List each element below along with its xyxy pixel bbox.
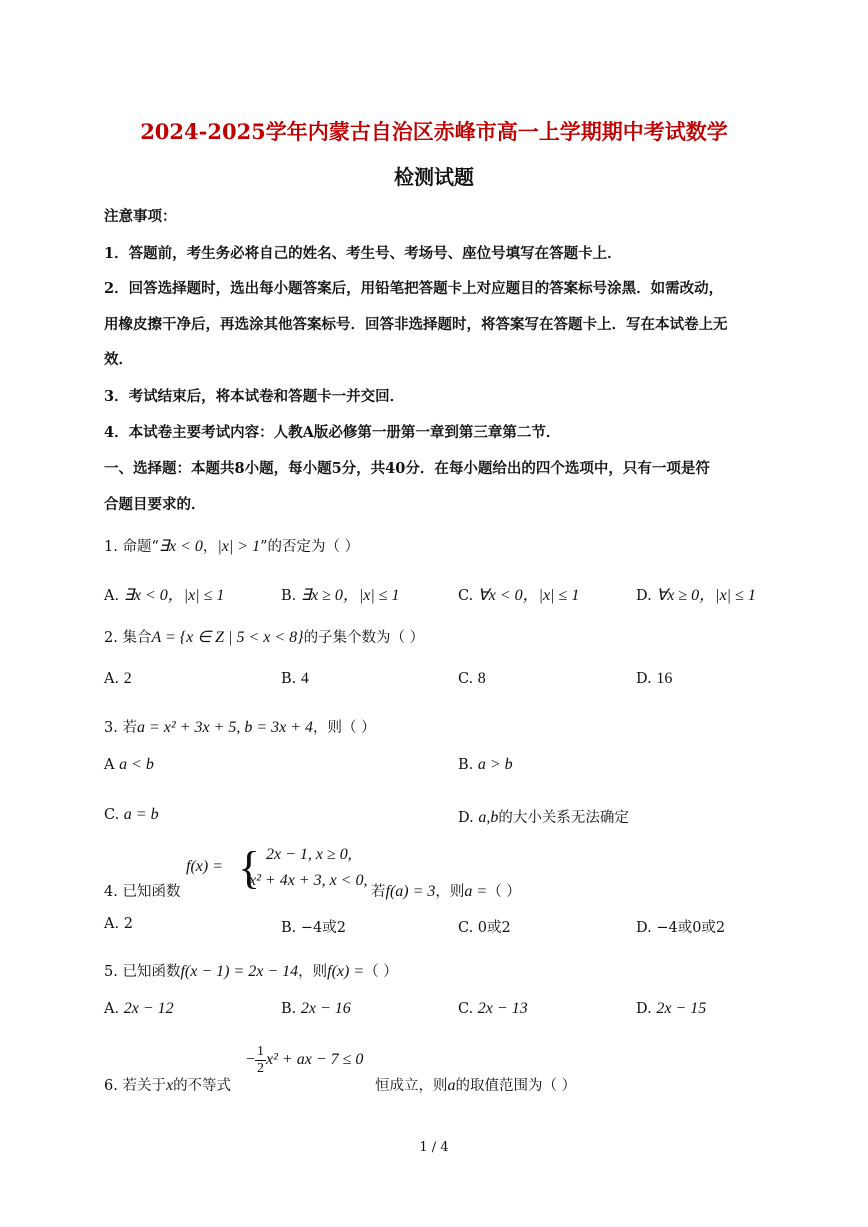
q3-option-c[interactable]: C. a = b (104, 806, 159, 823)
q6-inequality: − $\frac{1}{2}$ x² + ax − 7 ≤ 0 (246, 1044, 364, 1076)
q5-option-c[interactable]: C. 2x − 13 (458, 1000, 528, 1017)
q4-case-2: x² + 4x + 3, x < 0, (249, 872, 368, 889)
q1-option-c[interactable]: C. ∀x < 0，|x| ≤ 1 (458, 587, 580, 604)
question-4-prefix: 4. 已知函数 (104, 884, 181, 900)
q6-fraction: $\frac{1}{2}$ (257, 1044, 265, 1076)
q2-option-b[interactable]: B. 4 (281, 670, 309, 687)
question-5: 5. 已知函数f(x − 1) = 2x − 14，则f(x) =（ ） (104, 963, 398, 980)
q4-option-d[interactable]: D. −4或0或2 (636, 920, 726, 936)
q4-piecewise-brace: { (238, 842, 261, 893)
page-number: 1 / 4 (419, 1140, 449, 1155)
q3-option-a[interactable]: A a < b (104, 756, 154, 773)
notice-item-3: 3．考试结束后，将本试卷和答题卡一并交回． (104, 388, 405, 405)
notice-heading: 注意事项： (104, 208, 177, 225)
q3-option-b[interactable]: B. a > b (458, 756, 513, 773)
notice-item-2-cont: 用橡皮擦干净后，再选涂其他答案标号．回答非选择题时，将答案写在答题卡上．写在本试卷上无 (104, 316, 728, 333)
q1-option-b[interactable]: B. ∃x ≥ 0，|x| ≤ 1 (281, 587, 400, 604)
exam-title: 2024-2025学年内蒙古自治区赤峰市高一上学期期中考试数学 (140, 119, 728, 144)
q2-option-a[interactable]: A. 2 (104, 670, 132, 687)
q3-option-d[interactable]: D. a,b的大小关系无法确定 (458, 809, 629, 826)
q5-option-a[interactable]: A. 2x − 12 (104, 1000, 174, 1017)
notice-item-1: 1．答题前，考生务必将自己的姓名、考生号、考场号、座位号填写在答题卡上． (104, 245, 622, 262)
section-heading: 一、选择题：本题共8小题，每小题5分，共40分．在每小题给出的四个选项中，只有一项是符 (104, 460, 710, 477)
notice-item-2: 2．回答选择题时，选出每小题答案后，用铅笔把答题卡上对应题目的答案标号涂黑．如需改动， (104, 280, 724, 297)
q4-case-1: 2x − 1, x ≥ 0, (266, 846, 352, 863)
notice-item-4: 4．本试卷主要考试内容：人教A版必修第一册第一章到第三章第二节． (104, 424, 561, 441)
q1-option-a[interactable]: A. ∃x < 0，|x| ≤ 1 (104, 587, 225, 604)
q2-option-c[interactable]: C. 8 (458, 670, 486, 687)
q4-option-a[interactable]: A. 2 (104, 916, 133, 932)
q1-option-d[interactable]: D. ∀x ≥ 0，|x| ≤ 1 (636, 587, 756, 604)
q4-function-name: f(x) = (186, 858, 223, 875)
q4-condition: 若f(a) = 3，则a =（ ） (371, 883, 521, 900)
q5-option-b[interactable]: B. 2x − 16 (281, 1000, 351, 1017)
q4-option-c[interactable]: C. 0或2 (458, 920, 511, 936)
question-6-suffix: 恒成立，则a的取值范围为（ ） (375, 1077, 577, 1094)
section-heading-cont: 合题目要求的． (104, 496, 206, 513)
notice-item-2-end: 效． (104, 351, 133, 368)
exam-subtitle: 检测试题 (394, 165, 474, 189)
q2-option-d[interactable]: D. 16 (636, 670, 673, 687)
question-6-prefix: 6. 若关于x的不等式 (104, 1077, 232, 1094)
question-3: 3. 若a = x² + 3x + 5, b = 3x + 4，则（ ） (104, 719, 376, 736)
question-2: 2. 集合A = {x ∈ Z | 5 < x < 8}的子集个数为（ ） (104, 629, 425, 646)
q5-option-d[interactable]: D. 2x − 15 (636, 1000, 707, 1017)
q4-option-b[interactable]: B. −4或2 (281, 920, 346, 936)
question-1: 1. 命题“∃x < 0，|x| > 1”的否定为（ ） (104, 538, 360, 555)
